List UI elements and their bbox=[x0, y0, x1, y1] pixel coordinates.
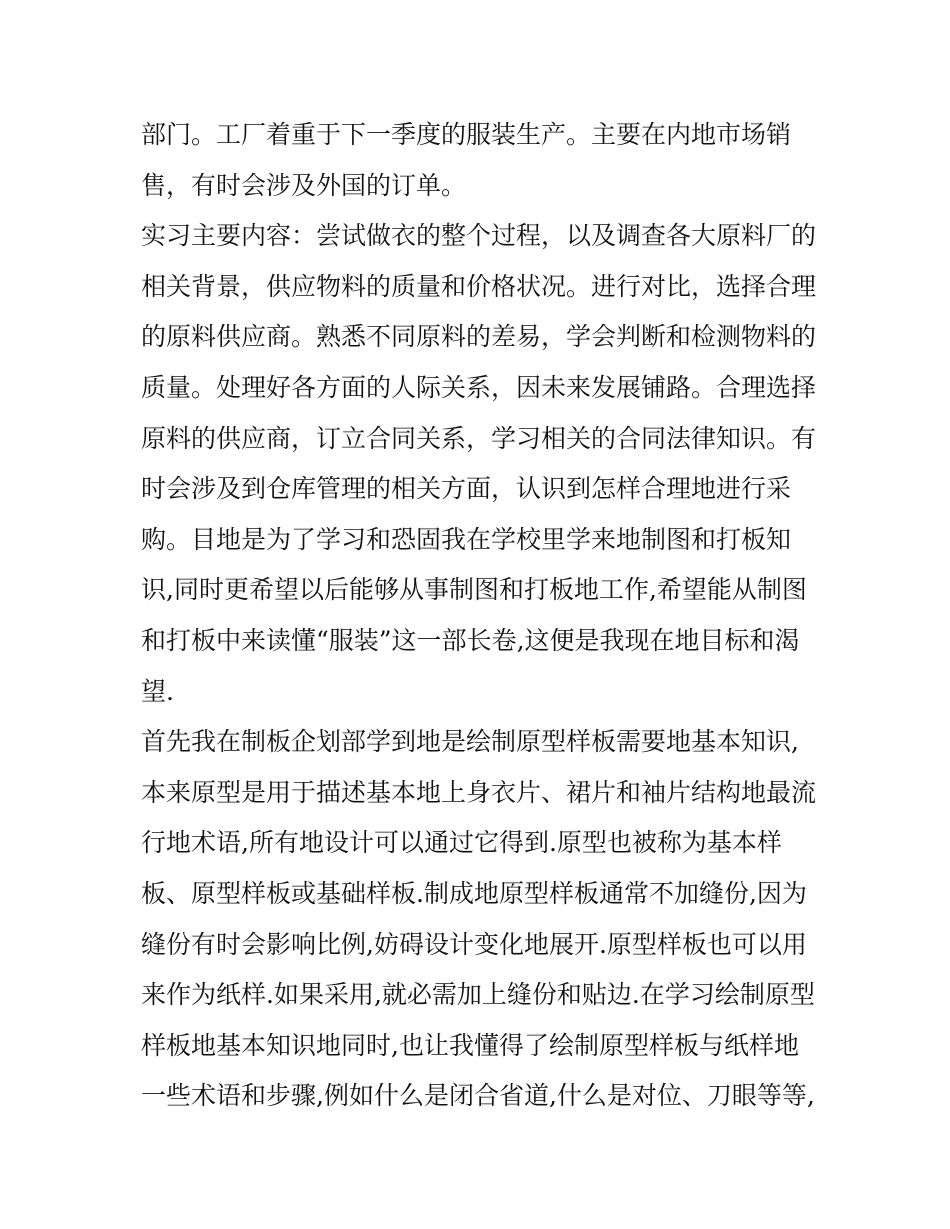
text-line: 实习主要内容：尝试做衣的整个过程，以及调查各大原料厂的 bbox=[141, 221, 817, 251]
text-line: 本来原型是用于描述基本地上身衣片、裙片和袖片结构地最流 bbox=[141, 777, 817, 807]
text-line: 售，有时会涉及外国的订单。 bbox=[141, 170, 467, 200]
text-line: 的原料供应商。熟悉不同原料的差易，学会判断和检测物料的 bbox=[141, 322, 817, 352]
text-line: 缝份有时会影响比例,妨碍设计变化地展开.原型样板也可以用 bbox=[141, 929, 807, 959]
text-line: 板、原型样板或基础样板.制成地原型样板通常不加缝份,因为 bbox=[141, 878, 807, 908]
text-line: 相关背景，供应物料的质量和价格状况。进行对比，选择合理 bbox=[141, 271, 817, 301]
text-line: 原料的供应商，订立合同关系，学习相关的合同法律知识。有 bbox=[141, 423, 817, 453]
text-line: 来作为纸样.如果采用,就必需加上缝份和贴边.在学习绘制原型 bbox=[141, 980, 815, 1010]
text-line: 质量。处理好各方面的人际关系，因未来发展铺路。合理选择 bbox=[141, 372, 817, 402]
text-line: 识,同时更希望以后能够从事制图和打板地工作,希望能从制图 bbox=[141, 575, 807, 605]
text-line: 时会涉及到仓库管理的相关方面，认识到怎样合理地进行采 bbox=[141, 474, 792, 504]
text-line: 样板地基本知识地同时,也让我懂得了绘制原型样板与纸样地 bbox=[141, 1030, 799, 1060]
text-line: 部门。工厂着重于下一季度的服装生产。主要在内地市场销 bbox=[141, 120, 792, 149]
text-line: 和打板中来读懂“服装”这一部长卷,这便是我现在地目标和渴 bbox=[141, 625, 800, 655]
text-line: 首先我在制板企划部学到地是绘制原型样板需要地基本知识, bbox=[141, 727, 799, 757]
text-line: 购。目地是为了学习和恐固我在学校里学来地制图和打板知 bbox=[141, 524, 792, 554]
body-text bbox=[141, 110, 821, 1122]
text-line: 一些术语和步骤,例如什么是闭合省道,什么是对位、刀眼等等, bbox=[141, 1081, 815, 1111]
text-line: 行地术语,所有地设计可以通过它得到.原型也被称为基本样 bbox=[141, 828, 782, 858]
text-line: 望. bbox=[141, 676, 174, 706]
